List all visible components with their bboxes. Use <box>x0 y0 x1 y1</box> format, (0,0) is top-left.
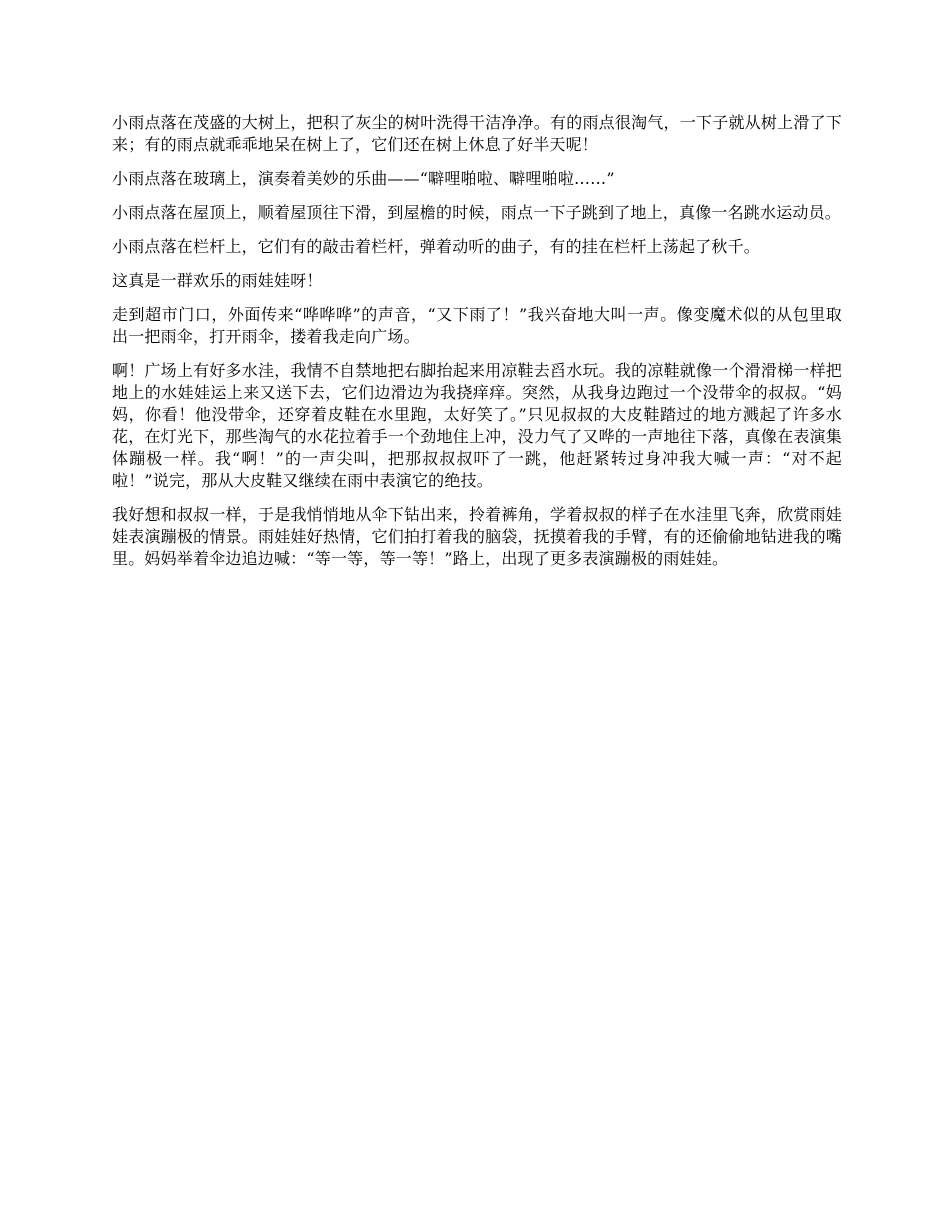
paragraph-8: 我好想和叔叔一样，于是我悄悄地从伞下钻出来，拎着裤角，学着叔叔的样子在水洼里飞奔，欣赏雨娃娃表演蹦极的情景。雨娃娃好热情，它们拍打着我的脑袋，抚摸着我的手臂，有的还偷偷地钻进我的嘴里。妈妈举着伞边追边喊：“等一等，等一等！”路上，出现了更多表演蹦极的雨娃娃。 <box>112 505 842 568</box>
paragraph-4: 小雨点落在栏杆上，它们有的敲击着栏杆，弹着动听的曲子，有的挂在栏杆上荡起了秋千。 <box>112 237 761 256</box>
paragraph-6: 走到超市门口，外面传来“哗哗哗”的声音，“又下雨了！”我兴奋地大叫一声。像变魔术似的从包里取出一把雨伞，打开雨伞，搂着我走向广场。 <box>112 305 842 346</box>
paragraph-1: 小雨点落在茂盛的大树上，把积了灰尘的树叶洗得干洁净净。有的雨点很淘气，一下子就从树上滑了下来；有的雨点就乖乖地呆在树上了，它们还在树上休息了好半天呢！ <box>112 113 842 154</box>
paragraph-2: 小雨点落在玻璃上，演奏着美妙的乐曲——“噼哩啪啦、噼哩啪啦……” <box>112 169 615 188</box>
paragraph-5: 这真是一群欢乐的雨娃娃呀！ <box>112 271 323 290</box>
paragraph-7: 啊！广场上有好多水洼，我情不自禁地把右脚抬起来用凉鞋去舀水玩。我的凉鞋就像一个滑滑梯一样把地上的水娃娃运上来又送下去，它们边滑边为我挠痒痒。突然，从我身边跑过一个没带伞的叔叔。“妈妈，你看！他没带伞，还穿着皮鞋在水里跑，太好笑了。”只见叔叔的大皮鞋踏过的地方溅起了许多水花，在灯光下，那些淘气的水花拉着手一个劲地住上冲，没力气了又哗的一声地往下落，真像在表演集体蹦极一样。我“啊！”的一声尖叫，把那叔叔叔吓了一跳，他赶紧转过身冲我大喊一声：“对不起啦！”说完，那从大皮鞋又继续在雨中表演它的绝技。 <box>112 361 842 490</box>
document-body <box>112 112 842 582</box>
paragraph-3: 小雨点落在屋顶上，顺着屋顶往下滑，到屋檐的时候，雨点一下子跳到了地上，真像一名跳水运动员。 <box>112 203 842 222</box>
